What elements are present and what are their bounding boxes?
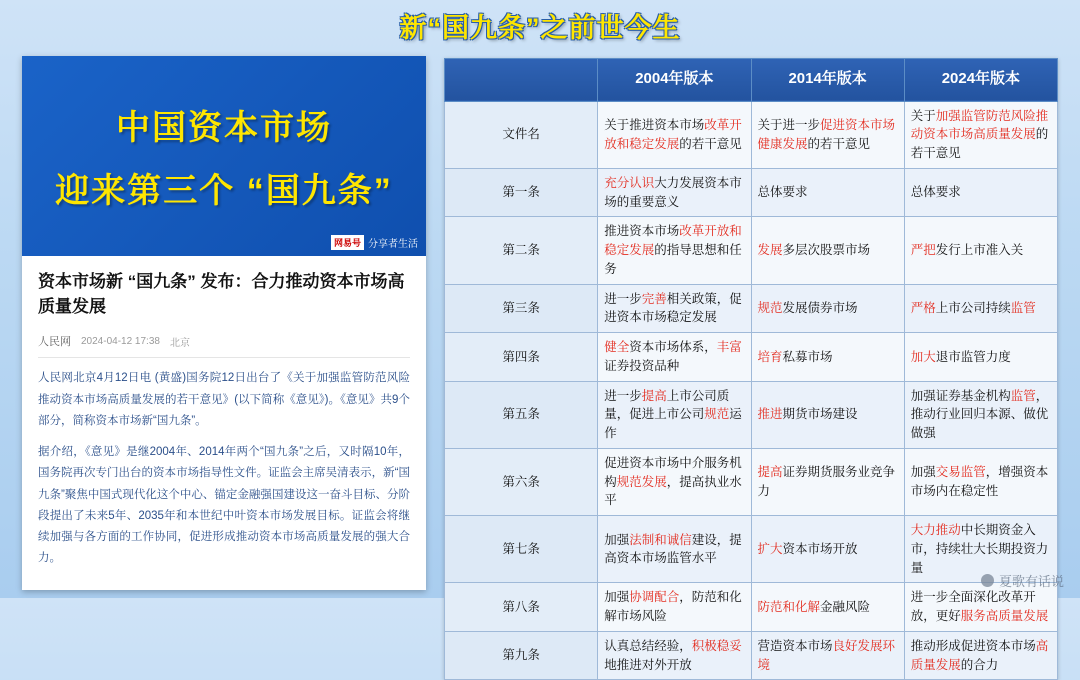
banner-line-2: 迎来第三个 “国九条”: [55, 171, 393, 210]
plain-text: 资本市场体系，: [629, 340, 717, 355]
divider: [38, 357, 410, 358]
highlight-text: 规范: [704, 407, 730, 422]
cell-2024: [904, 381, 1057, 448]
news-source: 人民网: [38, 336, 71, 349]
cell-2004: [598, 583, 751, 632]
news-timestamp: 2024-04-12 17:38: [81, 335, 160, 347]
column-header-2004: 2004年版本: [598, 58, 751, 101]
banner-line-1: 中国资本市场: [116, 108, 332, 147]
cell-2014: [751, 516, 904, 583]
plain-text: ，推动行业回归本源、做优做强: [910, 388, 1049, 441]
highlight-text: 大力推动: [910, 523, 961, 538]
cell-2004: [598, 448, 751, 515]
plain-text: 关于: [910, 108, 936, 123]
cell-2004: [598, 168, 751, 217]
cell-2004: [598, 516, 751, 583]
highlight-text: 加大: [910, 349, 936, 364]
cell-2024: [904, 448, 1057, 515]
news-paragraph: 据介绍，《意见》是继2004年、2014年两个“国九条”之后，又时隔10年，国务院再次专门出台的资本市场指导性文件。证监会主席吴清表示，新“国九条”聚焦中国式现代化这个中心、锚定金融强国建设这一奋斗目标、分阶段提出了未来5年、2035年和本世纪中叶资本市场发展目标。证监会将继续加强与各方面的工作协同，促进形成推动资本市场高质量发展的强大合力。: [38, 446, 410, 565]
plain-text: 认真总结经验，: [604, 638, 692, 653]
netease-logo: 网易号: [331, 235, 364, 250]
cell-2014: [751, 583, 904, 632]
cell-2024: [904, 284, 1057, 333]
row-label: 第九条: [445, 631, 598, 680]
cell-2024: [904, 168, 1057, 217]
cell-2024: [904, 631, 1057, 680]
highlight-text: 高质量发展: [910, 638, 1049, 672]
highlight-text: 监管: [1010, 301, 1036, 316]
highlight-text: 规范发展: [616, 474, 667, 489]
plain-text: 建设，提高资本市场监管水平: [604, 532, 742, 566]
cell-2014: [751, 101, 904, 168]
plain-text: ，防范和化解市场风险: [604, 590, 742, 624]
plain-text: ，提高执业水平: [604, 474, 742, 508]
plain-text: 地推进对外开放: [604, 657, 692, 672]
highlight-text: 改革开放和稳定发展: [604, 224, 742, 258]
highlight-text: 加强监管防范风险推动资本市场高质量发展: [910, 108, 1049, 142]
plain-text: 中长期资金入市，持续壮大长期投资力量: [910, 523, 1049, 575]
news-article-card: [22, 56, 426, 590]
page-title: 新“国九条”之前世今生: [399, 13, 681, 43]
column-header-2024: 2024年版本: [904, 58, 1057, 101]
table-row: [445, 168, 1058, 217]
row-label: 第六条: [445, 448, 598, 515]
plain-text: 私募市场: [782, 349, 833, 364]
cell-2024: [904, 217, 1057, 284]
plain-text: 发行上市准入关: [935, 243, 1024, 258]
plain-text: 运作: [604, 407, 742, 441]
cell-2004: [598, 631, 751, 680]
table-body: [445, 101, 1058, 680]
cell-2004: [598, 284, 751, 333]
plain-text: 加强: [910, 465, 936, 480]
highlight-text: 严把: [910, 243, 936, 258]
plain-text: 关于推进资本市场: [604, 118, 705, 133]
cell-2004: [598, 381, 751, 448]
plain-text: 总体要求: [910, 185, 961, 200]
highlight-text: 推进: [757, 407, 783, 422]
highlight-text: 扩大: [757, 541, 783, 556]
table-row: [445, 333, 1058, 382]
cell-2024: [904, 101, 1057, 168]
plain-text: 的若干意见: [910, 127, 1049, 161]
news-body: [22, 256, 426, 590]
highlight-text: 健全: [604, 340, 630, 355]
plain-text: 总体要求: [757, 185, 808, 200]
highlight-text: 丰富: [716, 340, 742, 355]
plain-text: 发展债券市场: [782, 301, 858, 316]
highlight-text: 服务高质量发展: [960, 609, 1049, 624]
news-headline: 资本市场新 “国九条” 发布：合力推动资本市场高质量发展: [38, 272, 405, 316]
cell-2014: [751, 333, 904, 382]
plain-text: 的指导思想和任务: [604, 243, 742, 276]
cell-2024: [904, 583, 1057, 632]
row-label: 第二条: [445, 217, 598, 284]
cell-2004: [598, 333, 751, 382]
highlight-text: 完善: [641, 291, 667, 306]
highlight-text: 促进资本市场健康发展: [757, 118, 896, 151]
highlight-text: 严格: [910, 301, 936, 316]
news-location: 北京: [169, 337, 190, 349]
cell-2014: [751, 284, 904, 333]
highlight-text: 协调配合: [629, 590, 680, 605]
highlight-text: 改革开放和稳定发展: [604, 118, 742, 151]
highlight-text: 规范: [757, 301, 783, 316]
plain-text: 推进资本市场: [604, 224, 680, 239]
cell-2024: [904, 333, 1057, 382]
plain-text: 证券投资品种: [604, 358, 680, 373]
table-row: [445, 284, 1058, 333]
plain-text: 进一步全面深化改革开放，更好: [910, 590, 1036, 624]
row-label: 第四条: [445, 333, 598, 382]
highlight-text: 提高: [641, 388, 667, 403]
watermark-avatar-icon: [981, 574, 994, 587]
row-label: 文件名: [445, 101, 598, 168]
row-label: 第五条: [445, 381, 598, 448]
plain-text: 加强: [604, 590, 630, 605]
table-row: [445, 448, 1058, 515]
highlight-text: 充分认识: [604, 175, 655, 190]
cell-2014: [751, 381, 904, 448]
plain-text: 推动形成促进资本市场: [910, 638, 1036, 653]
cell-2014: [751, 631, 904, 680]
cell-2004: [598, 217, 751, 284]
highlight-text: 监管: [1010, 388, 1036, 403]
plain-text: 大力发展资本市场的重要意义: [604, 175, 742, 209]
plain-text: 资本市场开放: [782, 541, 858, 556]
cell-2014: [751, 217, 904, 284]
table-row: [445, 101, 1058, 168]
comparison-table-wrap: [444, 56, 1058, 672]
table-row: [445, 583, 1058, 632]
cell-2004: [598, 101, 751, 168]
highlight-text: 良好发展环境: [757, 638, 896, 672]
highlight-text: 法制和诚信: [629, 532, 692, 547]
highlight-text: 提高: [757, 465, 783, 480]
plain-text: ，增强资本市场内在稳定性: [910, 465, 1049, 499]
highlight-text: 防范和化解: [757, 599, 821, 614]
plain-text: 加强证券基金机构: [910, 388, 1011, 403]
table-row: [445, 516, 1058, 583]
highlight-text: 积极稳妥: [691, 638, 742, 653]
cell-2014: [751, 168, 904, 217]
watermark: [981, 571, 1064, 590]
plain-text: 关于进一步: [757, 118, 821, 133]
plain-text: 上市公司持续: [935, 301, 1011, 316]
table-row: [445, 631, 1058, 680]
highlight-text: 发展: [757, 243, 783, 258]
highlight-text: 交易监管: [935, 465, 986, 480]
news-banner-image: [22, 56, 426, 256]
banner-credit: [331, 235, 418, 250]
plain-text: 进一步: [604, 388, 642, 403]
plain-text: 相关政策，促进资本市场稳定发展: [604, 291, 742, 325]
plain-text: 证券期货服务业竞争力: [757, 465, 896, 499]
table-row: [445, 381, 1058, 448]
plain-text: 多层次股票市场: [782, 243, 871, 258]
comparison-table: [444, 58, 1058, 680]
content-area: [0, 50, 1080, 672]
plain-text: 的若干意见: [679, 136, 742, 151]
news-meta: [38, 333, 410, 349]
banner-credit-text: 分享者生活: [368, 239, 418, 251]
plain-text: 的合力: [960, 657, 999, 672]
plain-text: 上市公司质量，促进上市公司: [604, 388, 730, 422]
cell-2014: [751, 448, 904, 515]
row-label: 第八条: [445, 583, 598, 632]
plain-text: 金融风险: [820, 599, 871, 614]
plain-text: 营造资本市场: [757, 638, 833, 653]
plain-text: 的若干意见: [807, 136, 871, 151]
highlight-text: 培育: [757, 349, 783, 364]
watermark-text: 夏歌有话说: [998, 574, 1064, 589]
plain-text: 退市监管力度: [935, 349, 1011, 364]
table-header-row: [445, 58, 1058, 101]
row-label: 第三条: [445, 284, 598, 333]
plain-text: 促进资本市场中介服务机构: [604, 455, 742, 489]
news-paragraph: 人民网北京4月12日电 (黄盛)国务院12日出台了《关于加强监管防范风险推动资本市场高质量发展的若干意见》(以下简称《意见》)。《意见》共9个部分，简称资本市场新“国九条”。: [38, 372, 410, 427]
column-header-2014: 2014年版本: [751, 58, 904, 101]
plain-text: 加强: [604, 532, 630, 547]
table-row: [445, 217, 1058, 284]
row-label: 第七条: [445, 516, 598, 583]
row-label: 第一条: [445, 168, 598, 217]
table-corner-cell: [445, 58, 598, 101]
plain-text: 期货市场建设: [782, 407, 858, 422]
plain-text: 进一步: [604, 291, 642, 306]
